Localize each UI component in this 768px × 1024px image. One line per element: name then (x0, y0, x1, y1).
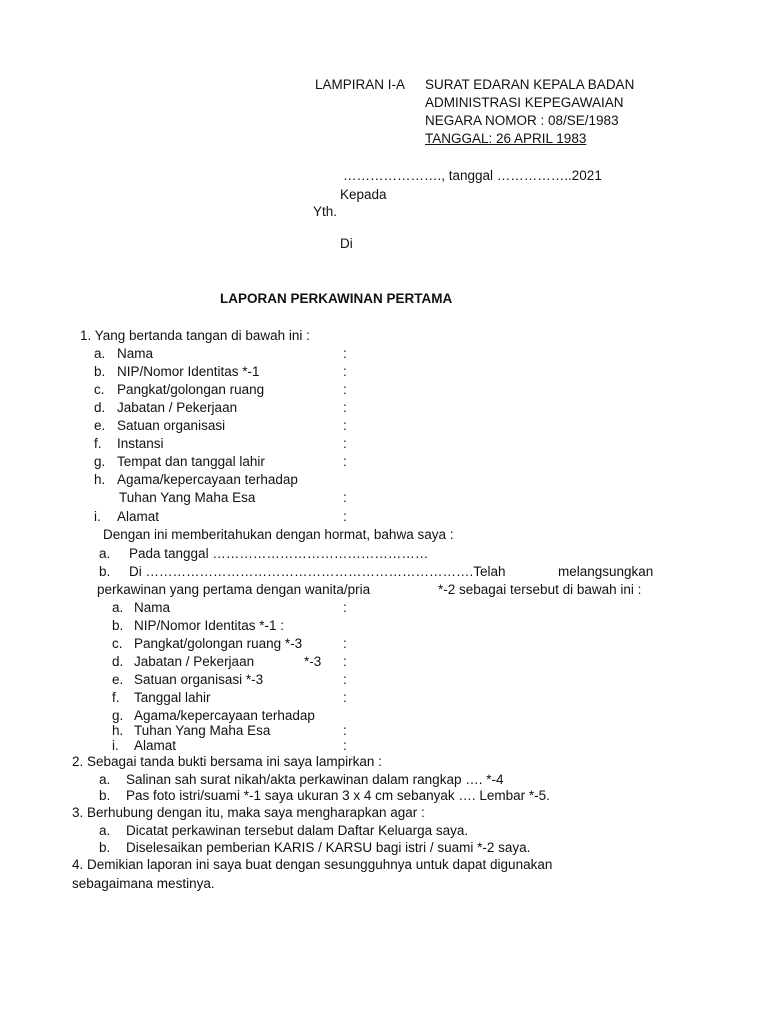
field-colon: : (343, 382, 347, 397)
field-label: Alamat (117, 509, 160, 524)
attachment-item: Salinan sah surat nikah/akta perkawinan dalam rangkap …. *-4 (126, 772, 504, 787)
marriage-date-marker: a. (99, 546, 111, 561)
marriage-place-marker: b. (99, 564, 111, 579)
header-line-4: TANGGAL: 26 APRIL 1983 (425, 131, 587, 146)
field-label: Agama/kepercayaan terhadap (117, 472, 298, 487)
field-label: Nama (117, 346, 154, 361)
di-label: Di (340, 236, 353, 251)
field-colon: : (343, 490, 347, 505)
field-colon: : (343, 690, 347, 705)
field-label: Satuan organisasi *-3 (134, 672, 264, 687)
section-2-heading: 2. Sebagai tanda bukti bersama ini saya lampirkan : (72, 754, 382, 769)
field-label: Alamat (134, 738, 177, 753)
closing-statement: 4. Demikian laporan ini saya buat dengan sesungguhnya untuk dapat digunakan (72, 857, 553, 872)
field-colon: : (343, 346, 347, 361)
section-1-heading: 1. Yang bertanda tangan di bawah ini : (80, 328, 310, 343)
field-label: Satuan organisasi (117, 418, 226, 433)
field-label: Agama/kepercayaan terhadap (134, 708, 315, 723)
field-colon: : (343, 636, 347, 651)
header-line-3: NEGARA NOMOR : 08/SE/1983 (425, 113, 619, 128)
field-label: NIP/Nomor Identitas *-1 : (134, 618, 285, 633)
request-marker: b. (99, 840, 111, 855)
header-line-1: SURAT EDARAN KEPALA BADAN (425, 77, 635, 92)
field-label: Pangkat/golongan ruang *-3 (134, 636, 303, 651)
field-label: Jabatan / Pekerjaan (134, 654, 255, 669)
field-colon: : (343, 654, 347, 669)
attachment-item: Pas foto istri/suami *-1 saya ukuran 3 x 4 cm sebanyak …. Lembar *-5. (126, 788, 550, 803)
field-colon: : (343, 672, 347, 687)
field-marker: d. (94, 400, 106, 415)
yth-label: Yth. (313, 204, 338, 219)
field-marker: c. (112, 636, 123, 651)
marriage-description-end: *-2 sebagai tersebut di bawah ini : (438, 582, 642, 597)
field-marker: a. (112, 600, 124, 615)
field-label: Jabatan / Pekerjaan (117, 400, 238, 415)
field-colon: : (343, 418, 347, 433)
field-note: *-3 (304, 654, 322, 669)
kepada-label: Kepada (340, 187, 387, 202)
field-colon: : (343, 364, 347, 379)
field-label: NIP/Nomor Identitas *-1 (117, 364, 260, 379)
field-label: Tuhan Yang Maha Esa (119, 490, 256, 505)
field-marker: b. (112, 618, 124, 633)
field-marker: f. (112, 690, 120, 705)
field-marker: g. (94, 454, 106, 469)
field-label: Tuhan Yang Maha Esa (134, 723, 271, 738)
lampiran-label: LAMPIRAN I-A (315, 77, 406, 92)
attachment-marker: b. (99, 788, 111, 803)
date-line: …………………., tanggal ……………..2021 (343, 168, 602, 183)
field-marker: c. (94, 382, 105, 397)
field-marker: g. (112, 708, 124, 723)
field-label: Instansi (117, 436, 164, 451)
attachment-marker: a. (99, 772, 111, 787)
field-colon: : (343, 600, 347, 615)
field-marker: i. (112, 738, 119, 753)
request-item: Dicatat perkawinan tersebut dalam Daftar Keluarga saya. (126, 823, 469, 838)
field-marker: a. (94, 346, 106, 361)
field-colon: : (343, 723, 347, 738)
field-marker: i. (94, 509, 101, 524)
field-marker: d. (112, 654, 124, 669)
marriage-description: perkawinan yang pertama dengan wanita/pria (97, 582, 371, 597)
field-colon: : (343, 738, 347, 753)
marriage-place-text: Di ……………………………………………………………….Telah (129, 564, 506, 579)
request-marker: a. (99, 823, 111, 838)
field-colon: : (343, 509, 347, 524)
request-item: Diselesaikan pemberian KARIS / KARSU bagi istri / suami *-2 saya. (126, 840, 531, 855)
closing-statement-end: sebagaimana mestinya. (72, 876, 215, 891)
field-marker: f. (94, 436, 102, 451)
field-marker: h. (94, 472, 106, 487)
document-title: LAPORAN PERKAWINAN PERTAMA (220, 291, 453, 306)
field-marker: e. (112, 672, 124, 687)
header-line-2: ADMINISTRASI KEPEGAWAIAN (425, 95, 624, 110)
field-label: Pangkat/golongan ruang (117, 382, 265, 397)
field-label: Nama (134, 600, 171, 615)
notice-text: Dengan ini memberitahukan dengan hormat, bahwa saya : (103, 527, 454, 542)
field-label: Tempat dan tanggal lahir (117, 454, 265, 469)
marriage-place-verb: melangsungkan (558, 564, 654, 579)
field-colon: : (343, 400, 347, 415)
field-marker: b. (94, 364, 106, 379)
field-marker: e. (94, 418, 106, 433)
field-label: Tanggal lahir (134, 690, 211, 705)
section-3-heading: 3. Berhubung dengan itu, maka saya mengharapkan agar : (72, 805, 425, 820)
field-colon: : (343, 454, 347, 469)
field-marker: h. (112, 723, 124, 738)
marriage-date-text: Pada tanggal ………………………………………… (129, 546, 429, 561)
field-colon: : (343, 436, 347, 451)
